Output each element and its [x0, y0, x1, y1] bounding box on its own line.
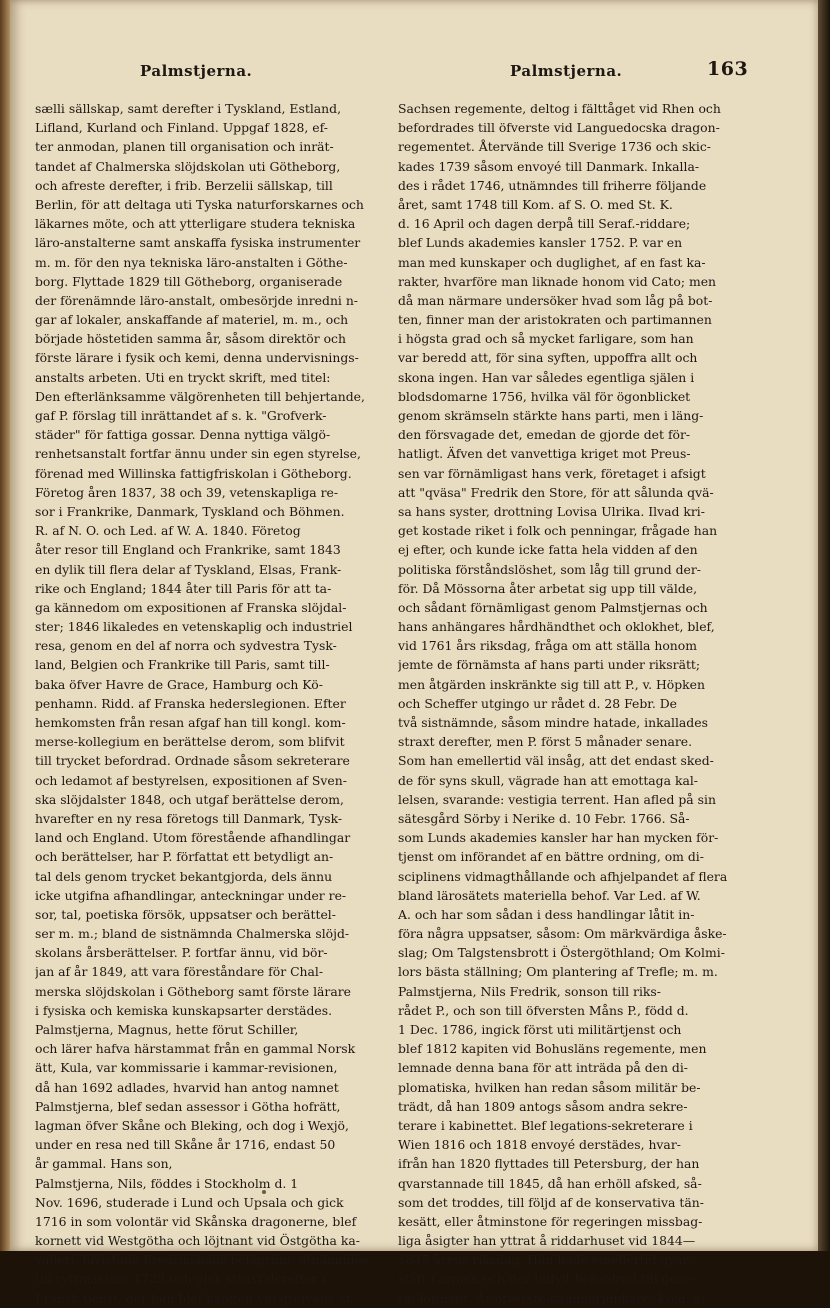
text-line: terare i kabinettet. Blef legations-sekreterare i	[398, 1117, 693, 1133]
text-line: då man närmare undersöker hvad som låg på bot-	[398, 292, 713, 308]
text-line: förste lärare i fysik och kemi, denna undervisnings-	[35, 350, 359, 366]
text-line: blodsdomarne 1756, hvilka väl för ögonblicket	[398, 388, 691, 404]
text-line: Fransk tjenst, der han blef kapiten vid grefvens af	[35, 1290, 351, 1306]
text-line: penhamn. Ridd. af Franska hederslegionen. Efter	[35, 695, 346, 711]
text-line: sor i Frankrike, Danmark, Tyskland och Böhmen.	[35, 503, 345, 519]
text-line: ser m. m.; bland de sistnämnda Chalmerska slöjd-	[35, 926, 350, 942]
text-line: baka öfver Havre de Grace, Hamburg och Kö-	[35, 676, 323, 692]
text-line: som Lunds akademies kansler har han mycken för-	[398, 830, 719, 846]
text-line: des i rådet 1746, utnämndes till friherre följande	[398, 177, 707, 193]
text-line: anstalts arbeten. Uti en tryckt skrift, med titel:	[35, 369, 331, 385]
text-line: lelsen, svarande: vestigia terrent. Han afled på sin	[398, 791, 716, 807]
text-line: Palmstjerna, blef sedan assessor i Götha hofrätt,	[35, 1098, 341, 1114]
text-line: rakter, hvarföre man liknade honom vid Cato; men	[398, 273, 717, 289]
text-line: kades 1739 såsom envoyé till Danmark. Inkalla-	[398, 158, 700, 174]
text-line: ral-löjtnant. Är öfverste-kammarjunkare, Kom. af	[398, 1290, 706, 1306]
text-line: åter resor till England och Frankrike, samt 1843	[35, 542, 341, 558]
text-line: i högsta grad och så mycket farligare, som han	[398, 331, 694, 347]
page-speck	[262, 1190, 266, 1194]
text-line: liga åsigter han yttrat å riddarhuset vid 1844—	[398, 1233, 696, 1249]
text-line: skolans årsberättelser. P. fortfar ännu, vid bör-	[35, 945, 328, 961]
text-line: då han 1692 adlades, hvarvid han antog namnet	[35, 1079, 339, 1095]
text-line: plomatiska, hvilken han redan såsom militär be-	[398, 1079, 701, 1095]
text-line: befordrades till öfverste vid Languedocska dragon-	[398, 120, 720, 136]
book-page	[10, 0, 818, 1306]
text-line: kesätt, eller åtminstone för regeringen missbag-	[398, 1213, 703, 1229]
text-line: ten, finner man der aristokraten och partimannen	[398, 312, 712, 328]
text-line: sätesgård Sörby i Nerike d. 10 Febr. 1766. Så-	[398, 810, 690, 826]
text-line: tandet af Chalmerska slöjdskolan uti Götheborg,	[35, 158, 341, 174]
text-line: Berlin, för att deltaga uti Tyska naturforskarnes och	[35, 196, 364, 212]
text-line: Palmstjerna, Nils, föddes i Stockholm d. 1	[35, 1175, 299, 1191]
running-header-left: Palmstjerna.	[140, 62, 253, 80]
text-line: och lärer hafva härstammat från en gammal Norsk	[35, 1041, 356, 1057]
text-line: en dylik till flera delar af Tyskland, Elsas, Frank-	[35, 561, 342, 577]
text-line: ej efter, och kunde icke fatta hela vidden af den	[398, 542, 698, 558]
text-line: man med kunskaper och duglighet, af en fast ka-	[398, 254, 706, 270]
text-line: läro-anstalterne samt anskaffa fysiska instrumenter	[35, 235, 361, 251]
text-line: Nov. 1696, studerade i Lund och Upsala och gick	[35, 1194, 344, 1210]
text-line: bland lärosätets materiella behof. Var Led. af W.	[398, 887, 701, 903]
text-line: hemkomsten från resan afgaf han till kongl. kom-	[35, 715, 346, 730]
text-line: vid 1761 års riksdag, fråga om att ställa honom	[398, 638, 697, 654]
text-line: hvarefter en ny resa företogs till Danmark, Tysk-	[35, 810, 343, 826]
text-line: och berättelser, har P. författat ett betydligt an-	[35, 849, 334, 865]
text-line: ter anmodan, planen till organisation och inrät-	[35, 139, 334, 155]
text-column-right	[398, 99, 743, 1308]
text-line: regementet. Återvände till Sverige 1736 och skic-	[398, 139, 711, 155]
text-line: jemte de förnämsta af hans parti under riksrätt;	[398, 657, 701, 673]
text-line: för. Då Mössorna åter arbetat sig upp till välde,	[398, 580, 698, 596]
text-line: läkarnes möte, och att ytterligare studera tekniska	[35, 216, 356, 232]
text-line: sa hans syster, drottning Lovisa Ulrika. Ilvad kri-	[398, 503, 705, 519]
text-line: jan af år 1849, att vara föreståndare för Chal-	[35, 964, 324, 980]
text-line: och afreste derefter, i frib. Berzelii sällskap, till	[35, 177, 333, 193]
text-line: blef Lunds akademies kansler 1752. P. var en	[398, 235, 683, 251]
text-line: de för syns skull, vägrade han att emottaga kal-	[398, 772, 698, 788]
text-line: stått i armén och der blifvit befordrad till gene-	[398, 1271, 697, 1287]
text-line: under en resa ned till Skåne år 1716, endast 50	[35, 1137, 336, 1153]
text-line: två sistnämnde, såsom mindre hatade, inkallades	[398, 715, 708, 730]
text-line: året, samt 1748 till Kom. af S. O. med St. K.	[398, 196, 673, 212]
text-line: blef 1812 kapiten vid Bohusläns regemente, men	[398, 1041, 707, 1057]
text-line: get kostade riket i folk och penningar, frågade han	[398, 523, 718, 539]
text-line: skona ingen. Han var således egentliga själen i	[398, 369, 695, 385]
text-line: kornett vid Westgötha och löjtnant vid Östgötha ka-	[35, 1233, 360, 1249]
text-line: hatligt. Äfven det vanvettiga kriget mot Preus-	[398, 446, 691, 462]
text-line: sælli sällskap, samt derefter i Tyskland, Estland,	[35, 101, 342, 116]
text-line: till ryttmästare 1723 och gick straxt derefter i	[35, 1271, 326, 1287]
text-line: 1845 årens riksdag. Han hade emellertid qvar-	[398, 1252, 693, 1268]
text-line: valleri, bivistade Fredrikshalls belägring, utnämndes	[35, 1252, 369, 1268]
text-line: resa, genom en del af norra och sydvestra Tysk-	[35, 638, 337, 654]
text-line: Den efterlänksamme välgörenheten till behjertande,	[35, 388, 365, 404]
text-line: sen var förnämligast hans verk, företaget i afsigt	[398, 465, 706, 481]
text-line: ga kännedom om expositionen af Franska slöjdal-	[35, 599, 347, 615]
text-line: m. m. för den nya tekniska läro-anstalten i Göthe-	[35, 254, 348, 270]
text-line: gar af lokaler, anskaffande af materiel, m. m., och	[35, 312, 349, 328]
text-line: der förenämnde läro-anstalt, ombesörjde inredni n-	[35, 292, 358, 308]
text-line: till trycket befordrad. Ordnade såsom sekreterare	[35, 753, 350, 769]
text-column-left	[35, 99, 380, 1308]
text-line: Wien 1816 och 1818 envoyé derstädes, hvar-	[398, 1137, 681, 1153]
text-line: sor, tal, poetiska försök, uppsatser och berättel-	[35, 906, 336, 922]
text-line: ifrån han 1820 flyttades till Petersburg, der han	[398, 1156, 700, 1172]
text-line: merska slöjdskolan i Götheborg samt förste lärare	[35, 983, 351, 999]
text-line: 1716 in som volontär vid Skånska dragonerne, blef	[35, 1213, 357, 1229]
text-line: som det troddes, till följd af de konservativa tän-	[398, 1194, 704, 1210]
text-line: städer" för fattiga gossar. Denna nyttiga välgö-	[35, 427, 331, 443]
text-line: men åtgärden inskränkte sig till att P., v. Höpken	[398, 676, 705, 692]
text-line: och sådant förnämligast genom Palmstjernas och	[398, 599, 708, 615]
text-line: lagman öfver Skåne och Bleking, och dog i Wexjö,	[35, 1117, 349, 1133]
text-line: R. af N. O. och Led. af W. A. 1840. Företog	[35, 523, 301, 539]
text-line: borg. Flyttade 1829 till Götheborg, organiserade	[35, 273, 343, 289]
text-line: merse-kollegium en berättelse derom, som blifvit	[35, 734, 345, 750]
text-line: var beredd att, för sina syften, uppoffra allt och	[398, 350, 698, 366]
text-line: tjenst om införandet af en bättre ordning, om di-	[398, 849, 704, 865]
text-line: år gammal. Hans son,	[35, 1156, 173, 1172]
text-line: Företog åren 1837, 38 och 39, vetenskapliga re-	[35, 484, 339, 500]
text-line: och Scheffer utgingo ur rådet d. 28 Febr. De	[398, 695, 677, 711]
text-line: politiska förståndslöshet, som låg till grund der-	[398, 561, 701, 577]
text-line: qvarstannade till 1845, då han erhöll afsked, så-	[398, 1175, 702, 1191]
text-line: i fysiska och kemiska kunskapsarter derstädes.	[35, 1002, 333, 1018]
text-line: genom skrämseln stärkte hans parti, men i läng-	[398, 408, 704, 423]
text-line: förenad med Willinska fattigfriskolan i Götheborg.	[35, 465, 352, 481]
text-line: Lifland, Kurland och Finland. Uppgaf 1828, ef-	[35, 120, 328, 136]
book-spine-edge	[0, 0, 10, 1251]
text-line: icke utgifna afhandlingar, anteckningar under re-	[35, 887, 347, 903]
text-line: Palmstjerna, Magnus, hette förut Schiller,	[35, 1022, 299, 1037]
running-header-right: Palmstjerna.	[510, 62, 623, 80]
text-line: ska slöjdalster 1848, och utgaf berättelse derom,	[35, 791, 344, 807]
text-line: föra några uppsatser, såsom: Om märkvärdiga åske-	[398, 926, 727, 942]
text-line: sciplinens vidmagthållande och afhjelpandet af flera	[398, 868, 728, 884]
text-line: ätt, Kula, var kommissarie i kammar-revisionen,	[35, 1060, 338, 1076]
page-edge-shadow	[818, 0, 830, 1251]
text-line: och ledamot af bestyrelsen, expositionen af Sven-	[35, 772, 347, 788]
text-line: började höstetiden samma år, såsom direktör och	[35, 331, 346, 347]
text-line: rike och England; 1844 åter till Paris för att ta-	[35, 580, 332, 596]
text-line: gaf P. förslag till inrättandet af s. k. "Grofverk-	[35, 408, 327, 423]
text-line: hans anhängares hårdhändthet och oklokhet, blef,	[398, 619, 715, 635]
text-line: renhetsanstalt fortfar ännu under sin egen styrelse,	[35, 446, 361, 462]
text-line: land, Belgien och Frankrike till Paris, samt till-	[35, 657, 330, 673]
text-line: slag; Om Talgstensbrott i Östergöthland; Om Kolmi-	[398, 945, 725, 961]
text-line: den försvagade det, emedan de gjorde det för-	[398, 427, 691, 443]
text-line: att "qväsa" Fredrik den Store, för att sålunda qvä-	[398, 484, 714, 500]
text-line: A. och har som sådan i dess handlingar låtit in-	[398, 906, 695, 922]
text-line: d. 16 April och dagen derpå till Seraf.-riddare;	[398, 216, 691, 232]
text-line: tal dels genom trycket bekantgjorda, dels ännu	[35, 868, 333, 884]
text-line: land och England. Utom förestående afhandlingar	[35, 830, 351, 846]
text-line: trädt, då han 1809 antogs såsom andra sekre-	[398, 1098, 688, 1114]
text-line: Palmstjerna, Nils Fredrik, sonson till riks-	[398, 983, 661, 999]
text-line: rådet P., och son till öfversten Måns P., född d.	[398, 1002, 689, 1018]
text-line: Sachsen regemente, deltog i fälttåget vid Rhen och	[398, 101, 721, 116]
text-line: lors bästa ställning; Om plantering af Trefle; m. m.	[398, 964, 718, 980]
text-line: ster; 1846 likaledes en vetenskaplig och industriel	[35, 619, 353, 635]
text-line: Som han emellertid väl insåg, att det endast sked-	[398, 753, 714, 769]
text-line: lemnade denna bana för att inträda på den di-	[398, 1060, 688, 1076]
page-number: 163	[707, 58, 749, 80]
text-line: straxt derefter, men P. först 5 månader senare.	[398, 734, 693, 750]
text-line: 1 Dec. 1786, ingick först uti militärtjenst och	[398, 1022, 682, 1037]
